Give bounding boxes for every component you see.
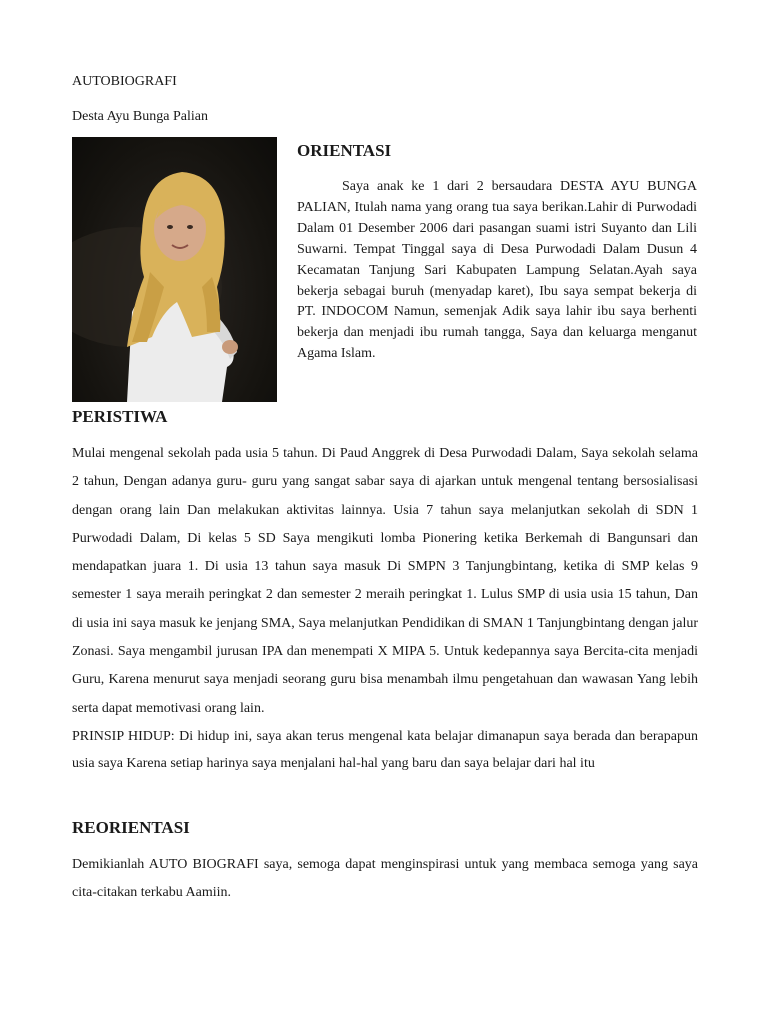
- peristiwa-paragraph: Mulai mengenal sekolah pada usia 5 tahun. Di Paud Anggrek di Desa Purwodadi Dalam, Saya sekolah selama 2 tahun, Dengan adanya guru- guru yang sangat sabar saya di ajarkan untuk mengenal tentang bersosialisasi dengan orang lain Dan melakukan aktivitas lainnya. Usia 7 tahun saya melanjutkan sekolah di SDN 1 Purwodadi Dalam, Di kelas 5 SD Saya mengikuti lomba Pionering ketika Berkemah di Bangunsari dan mendapatkan juara 1. Di usia 13 tahun saya masuk Di SMPN 3 Tanjungbintang, ketika di SMP kelas 9 semester 1 saya meraih peringkat 2 dan semester 2 meraih peringkat 1. Lulus SMP di usia usia 15 tahun, Dan di usia ini saya masuk ke jenjang SMA, Saya melanjutkan Pendidikan di SMAN 1 Tanjungbintang dengan jalur Zonasi. Saya mengambil jurusan IPA dan menempati X MIPA 5. Untuk kedepannya saya Bercita-cita menjadi Guru, Karena menurut saya menjadi seorang guru bisa menambah ilmu pengetahuan dan wawasan Yang lebih serta dapat memotivasi orang lain.: [72, 446, 698, 716]
- orientasi-paragraph: [297, 177, 697, 365]
- prinsip-hidup-paragraph: PRINSIP HIDUP: Di hidup ini, saya akan terus mengenal kata belajar dimanapun saya berada dan berapapun usia saya Karena setiap harinya saya menjalani hal-hal yang baru dan saya belajar dari hal itu: [72, 729, 698, 771]
- document-title: AUTOBIOGRAFI: [72, 74, 177, 89]
- portrait-photo: [72, 137, 277, 402]
- orientasi-text: Saya anak ke 1 dari 2 bersaudara DESTA AYU BUNGA PALIAN, Itulah nama yang orang tua saya berikan.Lahir di Purwodadi Dalam 01 Desember 2006 dari pasangan suami istri Suyanto dan Lili Suwarni. Tempat Tinggal saya di Desa Purwodadi Dalam Dusun 4 Kecamatan Tanjung Sari Kabupaten Lampung Selatan.Ayah saya bekerja sebagai buruh (menyadap karet), Ibu saya sempat bekerja di PT. INDOCOM Namun, semenjak Adik saya lahir ibu saya berhenti bekerja dan menjadi ibu rumah tangga, Saya dan keluarga menganut Agama Islam.: [297, 179, 697, 362]
- orientasi-heading: ORIENTASI: [297, 141, 392, 160]
- portrait-photo-icon: [72, 137, 277, 402]
- author-name: Desta Ayu Bunga Palian: [72, 109, 208, 124]
- reorientasi-paragraph: Demikianlah AUTO BIOGRAFI saya, semoga dapat menginspirasi untuk yang membaca semoga yang saya cita-citakan terkabu Aamiin.: [72, 857, 698, 900]
- peristiwa-heading: PERISTIWA: [72, 407, 168, 426]
- reorientasi-heading: REORIENTASI: [72, 818, 190, 837]
